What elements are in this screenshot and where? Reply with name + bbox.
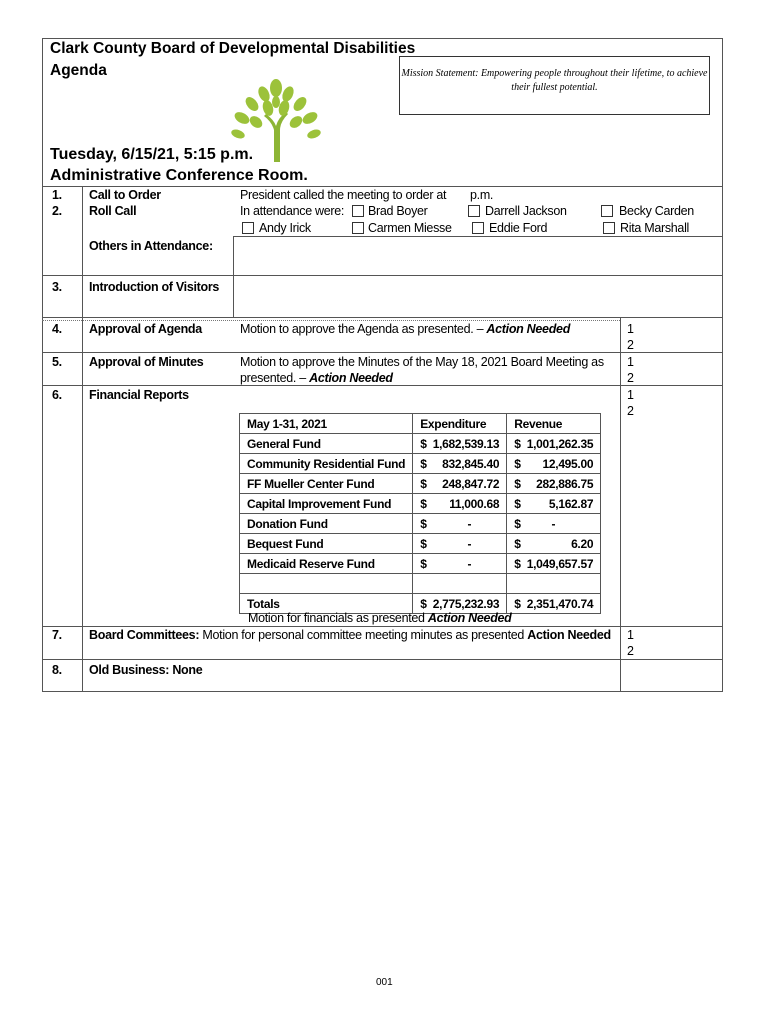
page-ref: 2 — [627, 644, 634, 658]
call-to-order-text: President called the meeting to order at — [240, 188, 447, 202]
page-ref: 1 — [627, 355, 634, 369]
table-header: Expenditure — [413, 414, 507, 434]
action-needed-label: Action Needed — [527, 628, 611, 642]
financial-table — [239, 413, 601, 614]
minutes-motion-line2: presented. – Action Needed — [240, 371, 393, 385]
fund-name: Community Residential Fund — [240, 454, 413, 474]
fund-name: Bequest Fund — [240, 534, 413, 554]
item-number: 2. — [52, 204, 62, 218]
table-row — [240, 554, 601, 574]
total-expenditure: $ 2,775,232.93 — [413, 594, 507, 614]
table-header: Revenue — [507, 414, 601, 434]
expenditure-cell: $ - — [413, 554, 507, 574]
page-number: 001 — [376, 977, 393, 988]
financials-motion: Motion for financials as presented Action Needed — [248, 611, 512, 625]
member-name: Andy Irick — [259, 221, 311, 235]
mission-statement: Mission Statement: Empowering people throughout their lifetime, to achieve their fullest potential. — [399, 56, 710, 115]
item-number: 8. — [52, 663, 62, 677]
fund-name: General Fund — [240, 434, 413, 454]
minutes-motion-line1: Motion to approve the Minutes of the May 18, 2021 Board Meeting as — [240, 355, 604, 369]
total-revenue: $ 2,351,470.74 — [507, 594, 601, 614]
table-row — [240, 434, 601, 454]
page-ref: 2 — [627, 338, 634, 352]
attendance-checkbox[interactable] — [468, 205, 480, 217]
item-title: Old Business: None — [89, 663, 203, 677]
col-divider — [233, 236, 234, 317]
revenue-cell: $ 5,162.87 — [507, 494, 601, 514]
attendance-checkbox[interactable] — [352, 205, 364, 217]
expenditure-cell: $ - — [413, 514, 507, 534]
item-title: Approval of Minutes — [89, 355, 204, 369]
fund-name: FF Mueller Center Fund — [240, 474, 413, 494]
row-divider — [233, 236, 723, 237]
member-name: Becky Carden — [619, 204, 694, 218]
fund-name: Donation Fund — [240, 514, 413, 534]
agenda-motion: Motion to approve the Agenda as presented. – Action Needed — [240, 322, 571, 336]
col-divider — [82, 186, 83, 692]
attendance-checkbox[interactable] — [472, 222, 484, 234]
table-row — [240, 514, 601, 534]
doc-type: Agenda — [50, 62, 107, 79]
page-ref: 2 — [627, 404, 634, 418]
table-header: May 1-31, 2021 — [240, 414, 413, 434]
revenue-cell: $ 1,049,657.57 — [507, 554, 601, 574]
attendance-label: In attendance were: — [240, 204, 345, 218]
page-ref: 2 — [627, 371, 634, 385]
call-to-order-pm: p.m. — [470, 188, 494, 202]
fund-name: Medicaid Reserve Fund — [240, 554, 413, 574]
expenditure-cell: $ 832,845.40 — [413, 454, 507, 474]
table-row — [240, 454, 601, 474]
row-divider — [42, 275, 723, 276]
expenditure-cell: $ 11,000.68 — [413, 494, 507, 514]
committees-line: Board Committees: Motion for personal committee meeting minutes as presented Action Needed — [89, 628, 611, 642]
member-name: Eddie Ford — [489, 221, 548, 235]
item-title: Introduction of Visitors — [89, 280, 220, 294]
page-ref: 1 — [627, 628, 634, 642]
action-needed-label: Action Needed — [486, 322, 571, 336]
revenue-cell: $ 12,495.00 — [507, 454, 601, 474]
attendance-checkbox[interactable] — [601, 205, 613, 217]
action-needed-label: Action Needed — [427, 611, 512, 625]
expenditure-cell: $ 1,682,539.13 — [413, 434, 507, 454]
org-title: Clark County Board of Developmental Disabilities — [50, 40, 416, 57]
row-divider — [42, 186, 723, 187]
item-number: 3. — [52, 280, 62, 294]
item-number: 4. — [52, 322, 62, 336]
table-row-empty — [240, 574, 601, 594]
item-title: Roll Call — [89, 204, 137, 218]
item-title: Approval of Agenda — [89, 322, 202, 336]
table-header-row — [240, 414, 601, 434]
page-ref: 1 — [627, 322, 634, 336]
table-row — [240, 534, 601, 554]
member-name: Darrell Jackson — [485, 204, 567, 218]
item-number: 1. — [52, 188, 62, 202]
expenditure-cell: $ - — [413, 534, 507, 554]
row-divider — [42, 320, 620, 321]
page-ref: 1 — [627, 388, 634, 402]
item-title: Board Committees: — [89, 628, 200, 642]
revenue-cell: $ 282,886.75 — [507, 474, 601, 494]
totals-label: Totals — [240, 594, 413, 614]
revenue-cell: $ - — [507, 514, 601, 534]
fund-name: Capital Improvement Fund — [240, 494, 413, 514]
attendance-checkbox[interactable] — [242, 222, 254, 234]
expenditure-cell: $ 248,847.72 — [413, 474, 507, 494]
attendance-checkbox[interactable] — [352, 222, 364, 234]
item-title: Call to Order — [89, 188, 161, 202]
col-divider — [620, 317, 621, 692]
member-name: Brad Boyer — [368, 204, 428, 218]
item-number: 6. — [52, 388, 62, 402]
item-number: 7. — [52, 628, 62, 642]
table-row — [240, 494, 601, 514]
member-name: Rita Marshall — [620, 221, 690, 235]
item-number: 5. — [52, 355, 62, 369]
revenue-cell: $ 1,001,262.35 — [507, 434, 601, 454]
others-attendance-label: Others in Attendance: — [89, 239, 213, 253]
item-title: Financial Reports — [89, 388, 189, 402]
member-name: Carmen Miesse — [368, 221, 452, 235]
meeting-date: Tuesday, 6/15/21, 5:15 p.m. — [50, 146, 254, 163]
action-needed-label: Action Needed — [309, 371, 393, 385]
revenue-cell: $ 6.20 — [507, 534, 601, 554]
meeting-location: Administrative Conference Room. — [50, 167, 308, 184]
attendance-checkbox[interactable] — [603, 222, 615, 234]
table-row — [240, 474, 601, 494]
